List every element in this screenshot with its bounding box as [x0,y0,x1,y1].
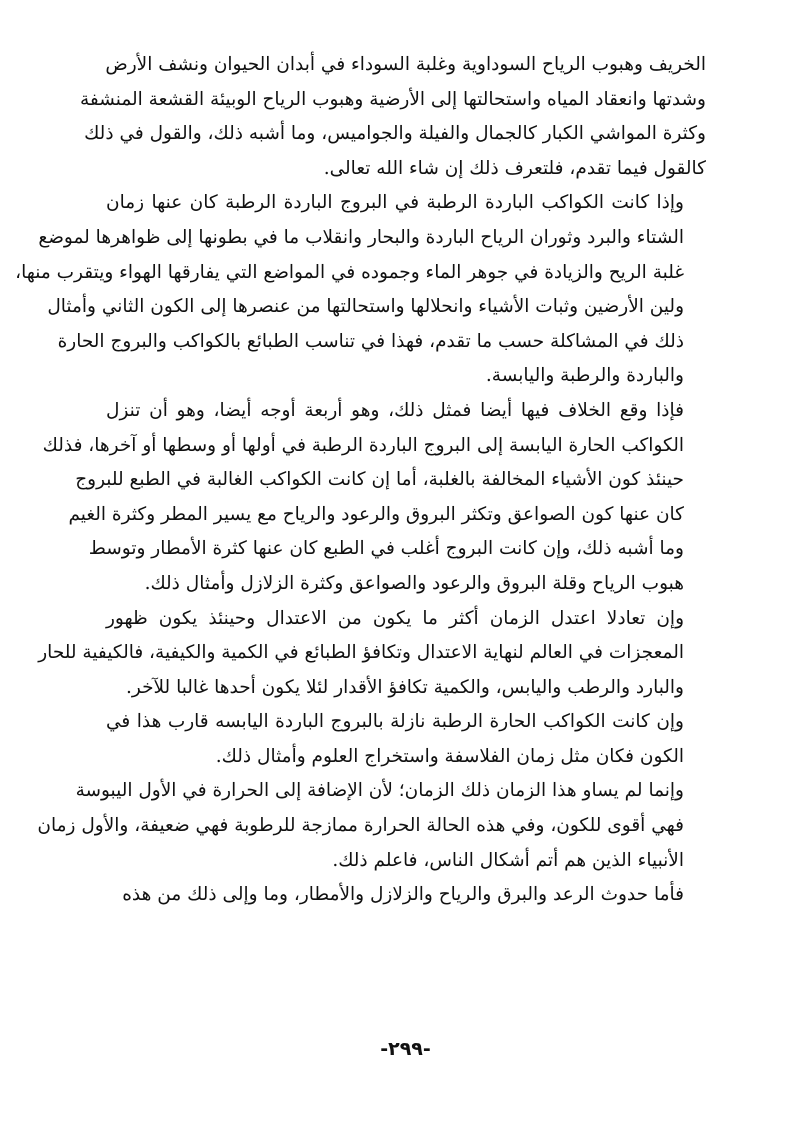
text-line: ذلك في المشاكلة حسب ما تقدم، فهذا في تناسب الطبائع بالكواكب والبروج الحارة [57,330,684,352]
body-text [15,48,706,913]
text-line: والباردة والرطبة واليابسة. [485,365,684,387]
text-line: وشدتها وانعقاد المياه واستحالتها إلى الأرضية وهبوب الرياح الوبيئة القشعة المنشفة [79,88,706,110]
text-line: الكواكب الحارة اليابسة إلى البروج الباردة الرطبة في أولها أو وسطها أو آخرها، فذلك [42,434,684,456]
text-line: غلبة الريح والزيادة في جوهر الماء وجموده في المواضع التي يفارقها الهواء ويتقرب منها، [15,261,684,283]
text-line: كان عنها كون الصواعق وتكثر البروق والرعود والرياح مع يسير المطر وكثرة الغيم [68,503,684,525]
text-line: وإن تعادلا اعتدل الزمان أكثر ما يكون من الاعتدال وحينئذ يكون ظهور [106,607,684,629]
text-line: وما أشبه ذلك، وإن كانت البروج أغلب في الطبع كان عنها كثرة الأمطار وتوسط [88,538,684,560]
page-number: -٢٩٩- [380,1038,431,1060]
text-line: المعجزات في العالم لنهاية الاعتدال وتكافؤ الطبائع في الكمية والكيفية، فالكيفية للحار [38,642,684,664]
paragraph [79,48,706,186]
text-line: الشتاء والبرد وثوران الرياح الباردة والبحار وانقلاب ما في بطونها إلى ظواهرها لموضع [38,226,684,248]
text-line: وكثرة المواشي الكبار كالجمال والفيلة والجواميس، وما أشبه ذلك، والقول في ذلك [84,123,706,145]
paragraph [15,186,706,394]
text-line: وإذا كانت الكواكب الباردة الرطبة في البروج الباردة الرطبة كان عنها زمان [106,192,684,214]
text-line: فأما حدوث الرعد والبرق والرياح والزلازل والأمطار، وما وإلى ذلك من هذه [122,884,684,906]
text-line: الكون فكان مثل زمان الفلاسفة واستخراج العلوم وأمثال ذلك. [215,745,684,767]
paragraph [106,705,706,774]
text-line: حينئذ كون الأشياء المخالفة بالغلبة، أما إن كانت الكواكب الغالبة في الطبع للبروج [75,469,684,491]
paragraph [42,394,706,602]
text-line: والبارد والرطب واليابس، والكمية تكافؤ الأقدار لئلا يكون أحدها غالبا للآخر. [125,676,684,698]
paragraph [106,878,706,913]
text-line: وإن كانت الكواكب الحارة الرطبة نازلة بالبروج الباردة اليابسه قارب هذا في [106,711,684,733]
text-line: ولين الأرضين وثبات الأشياء وانحلالها واستحالتها من عنصرها إلى الكون الثاني وأمثال [47,296,684,318]
text-line: هبوب الرياح وقلة البروق والرعود والصواعق وكثرة الزلازل وأمثال ذلك. [144,572,684,594]
text-line: الخريف وهبوب الرياح السوداوية وغلبة السوداء في أبدان الحيوان ونشف الأرض [105,54,706,75]
paragraph [37,774,706,878]
paragraph [38,602,706,706]
text-line: الأنبياء الذين هم أتم أشكال الناس، فاعلم ذلك. [332,849,684,871]
text-line: وإنما لم يساو هذا الزمان ذلك الزمان؛ لأن الإضافة إلى الحرارة في الأول اليبوسة [75,780,684,802]
text-line: كالقول فيما تقدم، فلتعرف ذلك إن شاء الله تعالى. [323,157,706,179]
text-line: فهي أقوى للكون، وفي هذه الحالة الحرارة ممازجة للرطوبة فهي ضعيفة، والأول زمان [37,815,684,837]
text-line: فإذا وقع الخلاف فيها أيضا فمثل ذلك، وهو أربعة أوجه أيضا، وهو أن تنزل [106,399,684,421]
